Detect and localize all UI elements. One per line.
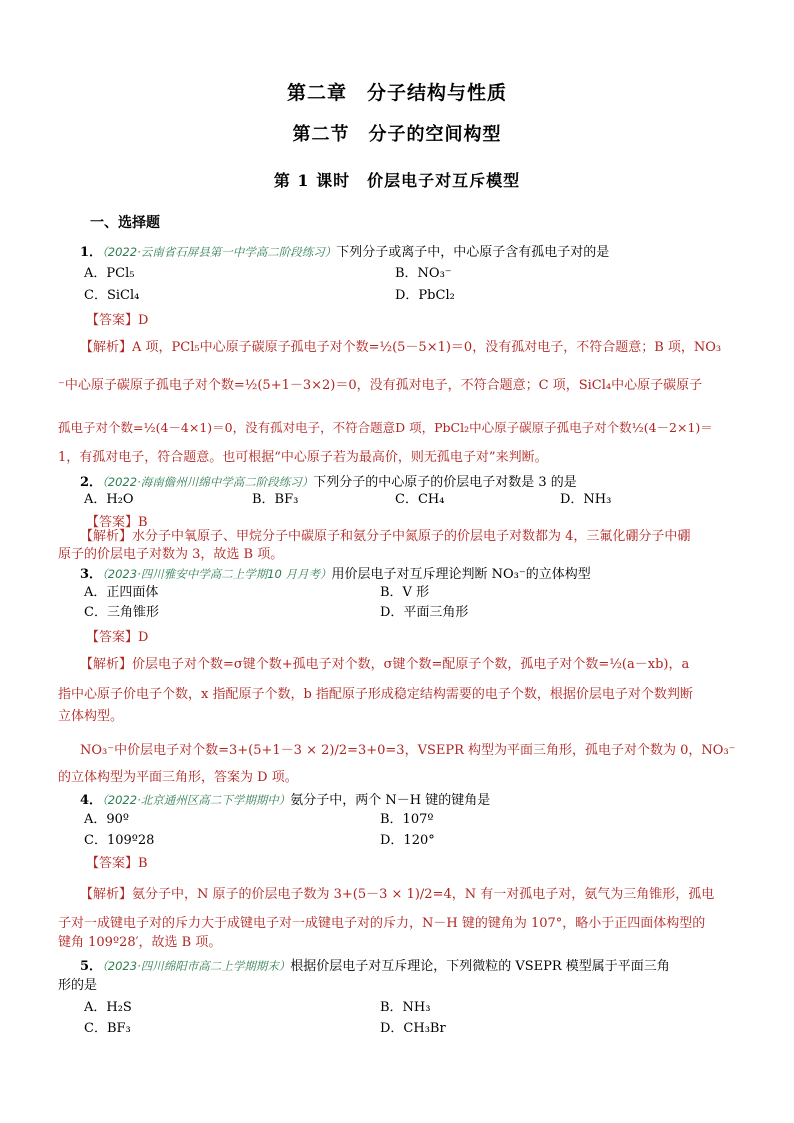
option-a: A．正四面体 (84, 585, 159, 600)
part-title: 一、选择题 (90, 215, 160, 231)
question-text: 根据价层电子对互斥理论，下列微粒的 VSEPR 模型属于平面三角 (290, 959, 670, 974)
option-c: C．SiCl₄ (84, 288, 140, 303)
option-b: B．NO₃⁻ (395, 266, 452, 281)
question-source: （2022·北京通州区高二下学期期中） (102, 793, 291, 807)
option-b: B．NH₃ (380, 1000, 431, 1015)
question-source: （2022·海南儋州川绵中学高二阶段练习） (102, 475, 314, 489)
option-a: A．90º (84, 812, 130, 827)
explanation-line: 立体构型。 (58, 709, 124, 724)
option-d: D．120° (380, 833, 435, 848)
explanation-line: 指中心原子价电子个数，x 指配原子个数，b 指配原子形成稳定结构需要的电子个数，根据价层电子对个数判断 (58, 687, 693, 702)
answer: 【答案】B (86, 515, 148, 530)
question-text-continued: 形的是 (58, 978, 98, 993)
question-number: 1． (80, 245, 103, 260)
option-c: C．CH₄ (395, 492, 445, 507)
explanation-line: 的立体构型为平面三角形，答案为 D 项。 (58, 770, 298, 785)
question-number: 3． (80, 567, 103, 582)
question-text: 下列分子或离子中，中心原子含有孤电子对的是 (336, 245, 610, 260)
question-number: 5． (80, 959, 103, 974)
explanation-line: 原子的价层电子对数为 3，故选 B 项。 (58, 547, 284, 562)
option-b: B．107º (380, 812, 434, 827)
option-c: C．109º28 (84, 833, 155, 848)
question-number: 4． (80, 793, 103, 808)
explanation-line: 【解析】A 项，PCl₅中心原子碳原子孤电子对个数=½(5－5×1)＝0，没有孤对电子，不符合题意；B 项，NO₃ (80, 340, 722, 355)
option-d: D．NH₃ (560, 492, 612, 507)
answer: 【答案】D (86, 313, 149, 328)
option-a: A．H₂O (84, 492, 134, 507)
question-source: （2022·云南省石屏县第一中学高二阶段练习） (102, 245, 337, 259)
option-c: C．BF₃ (84, 1021, 131, 1036)
option-d: D．PbCl₂ (395, 288, 455, 303)
explanation-line: 【解析】氨分子中，N 原子的价层电子数为 3+(5－3 × 1)/2=4，N 有一对孤电子对，氨气为三角锥形，孤电 (80, 887, 715, 902)
question-text: 用价层电子对互斥理论判断 NO₃⁻的立体构型 (331, 567, 591, 582)
question-2-stem (80, 474, 577, 491)
explanation-line: 子对一成键电子对的斥力大于成键电子对一成键电子对的斥力，N－H 键的键角为 107°，略小于正四面体构型的 (58, 916, 706, 931)
option-a: A．H₂S (84, 1000, 132, 1015)
explanation-line: 键角 109º28′，故选 B 项。 (58, 935, 222, 950)
question-1-stem (80, 244, 609, 261)
explanation-line: 1，有孤对电子，符合题意。也可根据“中心原子若为最高价，则无孤电子对”来判断。 (58, 450, 548, 465)
section-title: 第二节 分子的空间构型 (292, 124, 502, 145)
chapter-title: 第二章 分子结构与性质 (286, 82, 507, 104)
option-b: B．V 形 (380, 585, 430, 600)
question-source: （2023·四川雅安中学高二上学期10 月月考） (102, 567, 332, 581)
explanation-line: ⁻中心原子碳原子孤电子对个数=½(5+1－3×2)＝0，没有孤对电子，不符合题意；C 项，SiCl₄中心原子碳原子 (58, 378, 703, 393)
question-5-stem (80, 958, 670, 975)
explanation-line: NO₃⁻中价层电子对个数=3+(5+1－3 × 2)/2=3+0=3，VSEPR 构型为平面三角形，孤电子对个数为 0，NO₃⁻ (80, 743, 736, 758)
question-3-stem (80, 566, 591, 583)
explanation-line: 【解析】水分子中氧原子、甲烷分子中碳原子和氨分子中氮原子的价层电子对数都为 4，三氟化硼分子中硼 (80, 529, 691, 544)
answer: 【答案】D (86, 630, 149, 645)
question-4-stem (80, 792, 490, 809)
explanation-line: 孤电子对个数=½(4－4×1)＝0，没有孤对电子，不符合题意D 项，PbCl₂中心原子碳原子孤电子对个数½(4－2×1)＝ (58, 420, 713, 435)
question-number: 2． (80, 475, 103, 490)
option-d: D．平面三角形 (380, 605, 469, 620)
question-source: （2023·四川绵阳市高二上学期期末） (102, 959, 291, 973)
option-d: D．CH₃Br (380, 1021, 446, 1036)
option-a: A．PCl₅ (84, 266, 135, 281)
explanation-line: 【解析】价层电子对个数=σ键个数+孤电子对个数，σ键个数=配原子个数，孤电子对个数=½(a－xb)，a (80, 657, 690, 672)
option-b: B．BF₃ (252, 492, 299, 507)
option-c: C．三角锥形 (84, 605, 159, 620)
lesson-title: 第 1 课时 价层电子对互斥模型 (273, 171, 521, 190)
question-text: 下列分子的中心原子的价层电子对数是 3 的是 (313, 475, 577, 490)
question-text: 氨分子中，两个 N－H 键的键角是 (290, 793, 491, 808)
answer: 【答案】B (86, 856, 148, 871)
